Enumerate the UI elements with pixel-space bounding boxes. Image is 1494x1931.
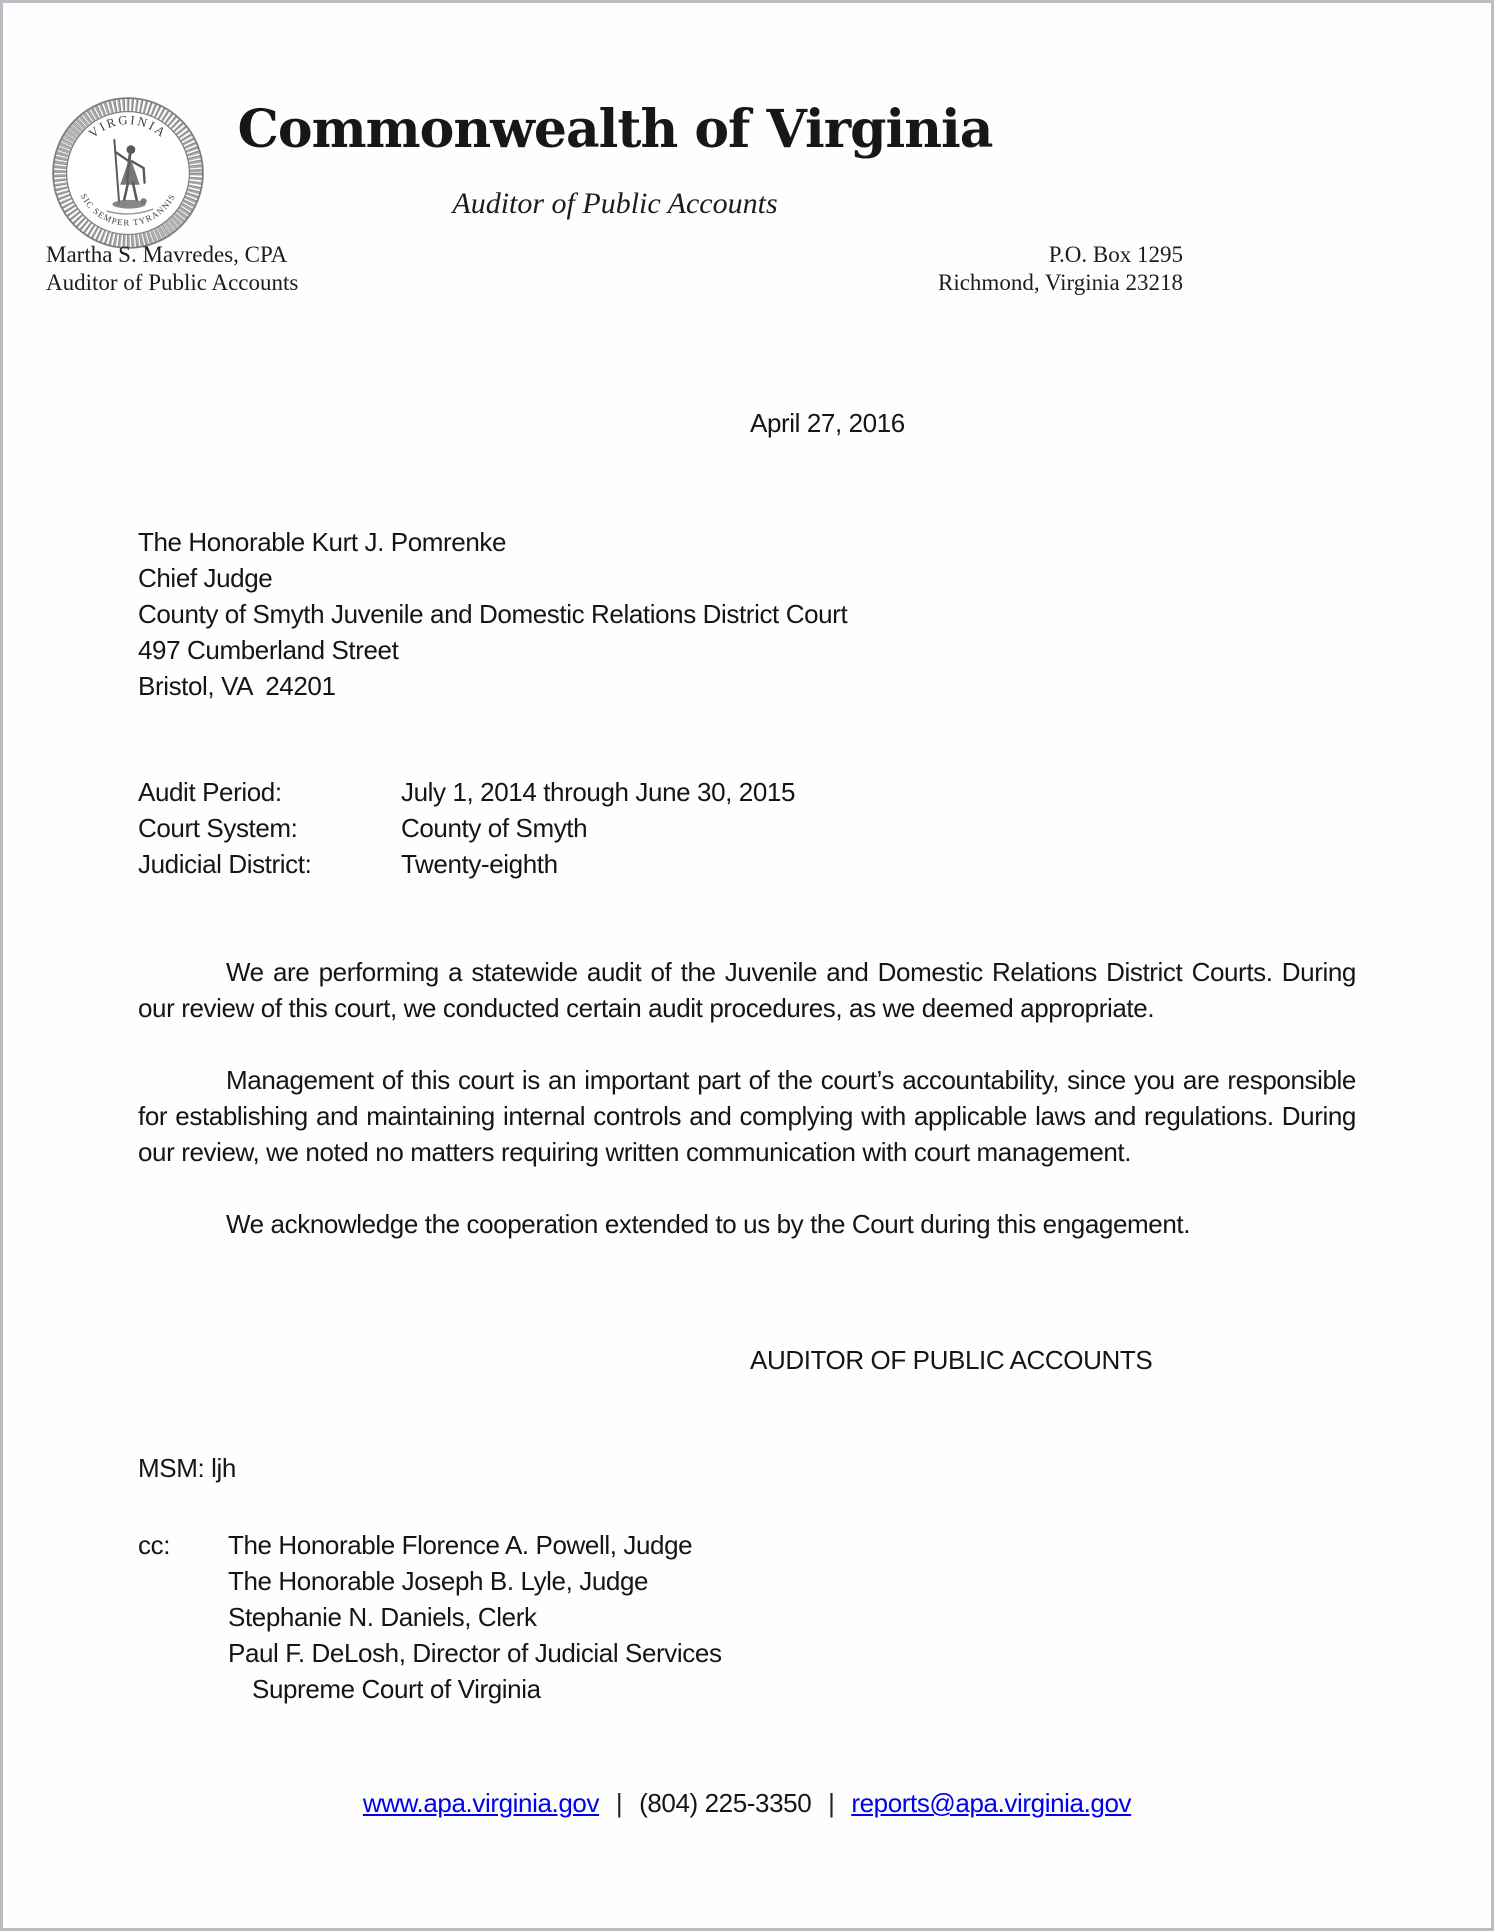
body-paragraph: Management of this court is an important part of the court’s accountability, since you are responsible for establishing and maintaining internal controls and complying with applicable laws and regulations. During our review, we noted no matters requiring written communication with court management.	[138, 1065, 1356, 1167]
signature-title: AUDITOR OF PUBLIC ACCOUNTS	[750, 1345, 1153, 1375]
audit-info-value: Twenty-eighth	[401, 849, 558, 879]
seal-bottom-text: SIC SEMPER TYRANNIS	[78, 191, 178, 228]
recipient-address-block	[138, 524, 1356, 704]
footer-separator: |	[615, 1788, 623, 1818]
cc-name-list	[228, 1527, 722, 1707]
po-box: P.O. Box 1295	[1048, 242, 1183, 267]
audit-info-label: Audit Period:	[138, 777, 282, 807]
office-address-block	[938, 241, 1183, 297]
letter-date: April 27, 2016	[750, 408, 905, 438]
cc-label: cc:	[138, 1530, 171, 1560]
recipient-line: The Honorable Kurt J. Pomrenke	[138, 527, 507, 557]
body-paragraph: We are performing a statewide audit of the Juvenile and Domestic Relations District Courts. During our review of this court, we conducted certain audit procedures, as we deemed appropriate.	[138, 957, 1356, 1023]
footer-separator: |	[828, 1788, 835, 1818]
reference-initials: MSM: ljh	[138, 1453, 236, 1483]
cc-name: Paul F. DeLosh, Director of Judicial Services	[228, 1638, 722, 1668]
audit-info-value: County of Smyth	[401, 813, 588, 843]
auditor-title: Auditor of Public Accounts	[46, 270, 299, 295]
phone-number: (804) 225-3350	[639, 1788, 812, 1818]
city-state-zip: Richmond, Virginia 23218	[937, 270, 1183, 295]
footer-contact-line	[138, 1785, 1356, 1821]
email-link[interactable]: reports@apa.virginia.gov	[851, 1788, 1132, 1818]
body-paragraph: We acknowledge the cooperation extended to us by the Court during this engagement.	[226, 1209, 1191, 1239]
audit-info-row	[138, 846, 1356, 882]
cc-name: The Honorable Joseph B. Lyle, Judge	[228, 1566, 649, 1596]
letter-body	[3, 405, 1491, 1821]
audit-info-label: Judicial District:	[138, 849, 312, 879]
audit-info-block	[138, 774, 1356, 882]
recipient-line: County of Smyth Juvenile and Domestic Relations District Court	[138, 599, 848, 629]
cc-block	[138, 1527, 1356, 1707]
cc-name: Stephanie N. Daniels, Clerk	[228, 1602, 537, 1632]
recipient-line: 497 Cumberland Street	[138, 635, 399, 665]
audit-info-value: July 1, 2014 through June 30, 2015	[401, 777, 796, 807]
auditor-name-block	[46, 241, 298, 297]
letterhead-subtitle: Auditor of Public Accounts	[452, 187, 778, 220]
website-link[interactable]: www.apa.virginia.gov	[362, 1788, 600, 1818]
seal-top-text: VIRGINIA	[86, 112, 170, 141]
recipient-line: Bristol, VA 24201	[138, 671, 336, 701]
recipient-line: Chief Judge	[138, 563, 273, 593]
letterhead-title: Commonwealth of Virginia	[237, 99, 993, 160]
cc-name: The Honorable Florence A. Powell, Judge	[228, 1530, 693, 1560]
letterhead	[0, 3, 1362, 303]
audit-info-row	[138, 810, 1356, 846]
auditor-name: Martha S. Mavredes, CPA	[46, 242, 288, 267]
audit-info-row	[138, 774, 1356, 810]
cc-sub-name: Supreme Court of Virginia	[252, 1674, 541, 1704]
audit-info-label: Court System:	[138, 813, 298, 843]
